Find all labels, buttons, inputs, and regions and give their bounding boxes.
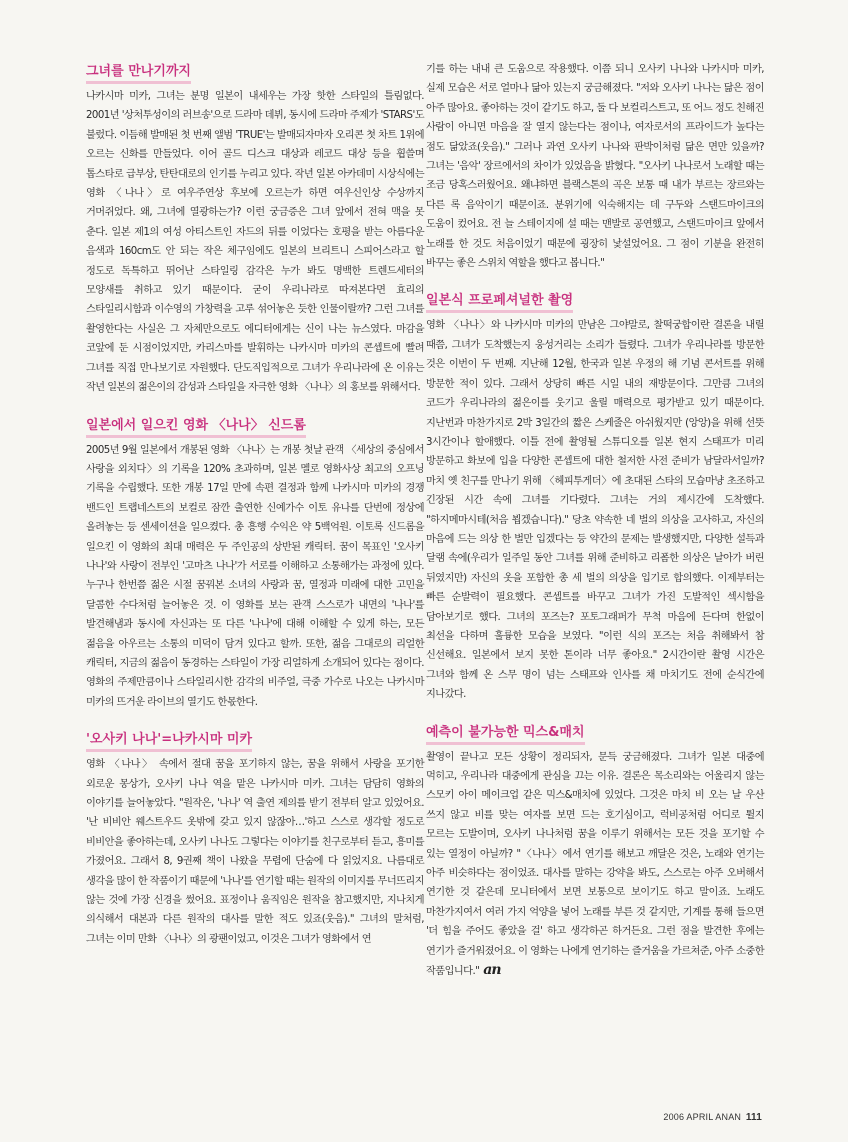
section-body-continued: 기를 하는 내내 큰 도움으로 작용했다. 이쯤 되니 오사키 나나와 나카시마 미카, 실제 모습은 서로 얼마나 닮아 있는지 궁금해졌다. "저와 오사키 나나는 닮은 점이 아주 많아요. 좋아하는 것이 같기도 하고, 둘 다 보컬리스트고, 또 어느 정도 친해진 사람이 아니면 마음을 잘 열지 않는다는 점이나, 여자로서의 프라이드가 높다는 점도 닮았죠(웃음)." 그러나 과연 오사키 나나와 판박이처럼 닮은 면만 있을까? 그녀는 '음악' 장르에서의 차이가 있었음을 밝혔다. "오사키 나나로서 노래할 때는 조금 당혹스러웠어요. 왜냐하면 블랙스톤의 곡은 보통 때 내가 부르는 장르와는 다른 록 음악이기 때문이죠. 분위기에 익숙해지는 데 구두와 스탠드마이크의 도움이 컸어요. 전 늘 스테이지에 설 때는 맨발로 공연했고, 스탠드마이크 앞에서 노래를 한 것도 처음이었기 때문에 굉장히 낯설었어요. 그 점이 기분을 완전히 바꾸는 좋은 스위치 역할을 했다고 봅니다." (426, 64, 764, 270)
section-heading-meeting: 그녀를 만나기까지 (86, 63, 191, 84)
page-footer (663, 1112, 762, 1123)
section-body-photoshoot: 영화 〈나나〉와 나카시마 미카의 만남은 그야말로, 찰떡궁합이란 결론을 내릴 때쯤, 그녀가 도착했는지 웅성거리는 소리가 들렸다. 그녀가 우리나라를 방문한 것은 이번이 두 번째. 지난해 12월, 한국과 일본 우정의 해 기념 콘서트를 위해 방문한 적이 있다. 그래서 상당히 빠른 시일 내의 재방문이다. 그만큼 그녀의 코드가 우리나라의 젊은이를 웃기고 울릴 매력으로 평가받고 있기 때문이다. 지난번과 마찬가지로 2박 3일간의 짧은 스케줄은 아쉬웠지만 (앙앙)을 위해 선뜻 3시간이나 할애했다. 이틀 전에 촬영될 스튜디오를 일본 현지 스태프가 미리 방문하고 화보에 입을 다양한 콘셉트에 대한 철저한 사전 준비가 남달라서일까? 마치 옛 친구를 만나기 위해 〈헤피투게더〉에 초대된 스타의 모습마냥 초조하고 긴장된 시간 속에 그녀를 기다렸다. 그녀는 거의 제시간에 도착했다. "하지메마시테(처음 뵙겠습니다)." 당초 약속한 네 벌의 의상을 고사하고, 자신의 마음에 드는 의상 한 벌만 입겠다는 등 약간의 문제는 발생했지만, 다양한 설득과 달램 속에(우리가 일주일 동안 그녀를 위해 준비하고 리폼한 의상은 날아가 버린 뒤였지만) 자신의 옷을 포함한 총 세 벌의 의상을 입기로 합의했다. 이제부터는 빠른 순발력이 필요했다. 콘셉트를 바꾸고 그녀가 가진 도발적인 섹시함을 담아보기로 했다. 그녀의 포즈는? 포토그래퍼가 무척 마음에 든다며 한없이 최선을 다하며 훌륭한 모습을 보였다. "이런 식의 포즈는 처음 취해봐서 참 신선해요. 일본에서 보지 못한 톤이라 너무 좋아요." 2시간이란 촬영 시간은 그녀와 함께 온 스무 명이 넘는 스태프와 인사를 채 마치기도 전에 순식간에 지나갔다. (426, 320, 764, 701)
an-signature-logo: an (483, 962, 501, 979)
issue-label: 2006 APRIL ANAN (663, 1112, 742, 1122)
section-heading-photoshoot: 일본식 프로페셔널한 촬영 (426, 292, 573, 313)
right-column (426, 60, 764, 981)
left-column (86, 60, 424, 949)
section-heading-mix-match: 예측이 불가능한 믹스&매치 (426, 724, 585, 745)
section-heading-syndrome: 일본에서 일으킨 영화 〈나나〉 신드롬 (86, 417, 306, 438)
section-heading-osaki-nana: '오사키 나나'=나카시마 미카 (86, 731, 252, 752)
section-body-mix-match-text: 촬영이 끝나고 모든 상황이 정리되자, 문득 궁금해졌다. 그녀가 일본 대중에 먹히고, 우리나라 대중에게 관심을 끄는 이유. 결론은 목소리와는 어울리지 않는 스모키 아이 메이크업 같은 믹스&매치에 있었다. 그것은 마치 비 오는 날 우산 쓰지 않고 비를 맞는 여자를 보면 드는 호기심이고, 럭비공처럼 어디로 튈지 모르는 도발이며, 오사키 나나처럼 꿈을 이루기 위해서는 모든 것을 포기할 수 있는 열정이 아닐까? "〈나나〉에서 연기를 해보고 깨달은 것은, 노래와 연기는 아주 비슷하다는 점이었죠. 대사를 말하는 강약을 봐도, 스스로는 아주 오버해서 연기한 것 같은데 모니터에서 보면 보통으로 보이기도 하고 말이죠. 노래도 마찬가지여서 여러 가지 억양을 넣어 노래를 부른 것 같지만, 기계를 통해 들으면 '더 힘을 주어도 좋았을 걸' 하고 생각하곤 하거든요. 그런 점을 발견한 후에는 연기가 즐거워졌어요. 이 영화는 나에게 연기하는 즐거움을 가르쳐준, 아주 소중한 작품입니다." (426, 751, 764, 978)
section-body-mix-match (426, 748, 764, 982)
page-number: 111 (745, 1112, 762, 1123)
section-body-meeting: 나카시마 미카, 그녀는 분명 일본이 내세우는 가장 핫한 스타일의 틀림없다. 2001년 '상처투성이의 러브송'으로 드라마 데뷔, 동시에 드라마 주제가 'STARS'도 불렀다. 이듬해 발매된 첫 번째 앨범 'TRUE'는 발매되자마자 오리콘 첫 차트 1위에 오르는 신화를 만들었다. 이어 골드 디스크 대상과 레코드 대상 등을 휩쓸며 톱스타로 급부상, 탄탄대로의 인기를 누리고 있다. 작년 일본 아카데미 시상식에는 영화 〈나나〉로 여우주연상 후보에 오르는가 하면 여우신인상 수상까지 거머쥐었다. 왜, 그녀에 열광하는가? 이런 궁금증은 그녀 앞에서 전혀 맥을 못 춘다. 일본 제1의 여성 아티스트인 자드의 뒤를 이었다는 호평을 받는 아름다운 음색과 160cm도 안 되는 작은 체구임에도 일본의 브리트니 스피어스라고 할 정도로 독특하고 뛰어난 스타일링 감각은 누가 봐도 명백한 트렌드세터의 모양새를 취하고 있기 때문이다. 굳이 우리나라로 따져본다면 효리의 스타일리시함과 이수영의 가창력을 고루 섞어놓은 듯한 인물이랄까? 그런 그녀를 촬영한다는 사실은 그 자체만으로도 에디터에게는 신이 나는 뉴스였다. 마감을 코앞에 둔 시점이었지만, 카리스마를 발휘하는 나카시마 미카의 콘셉트에 빨려 그녀를 직접 만나보기로 자원했다. 단도직입적으로 그녀가 우리나라에 온 이유는 작년 일본의 젊은이의 감성과 스타일을 자극한 영화 〈나나〉의 홍보를 위해서다. (86, 91, 424, 394)
section-body-syndrome: 2005년 9월 일본에서 개봉된 영화 〈나나〉는 개봉 첫날 관객 〈세상의 중심에서 사랑을 외치다〉의 기록을 120% 초과하며, 일본 멜로 영화사상 최고의 오프닝 기록을 수립했다. 또한 개봉 17일 만에 속편 결정과 함께 나카시마 미카의 경쟁 밴드인 트랩네스트의 보컬로 잠깐 출연한 신예가수 이토 유나를 단번에 정상에 올려놓는 등 센세이션을 일으켰다. 총 흥행 수익은 약 5백억원. 이토록 신드롬을 일으킨 이 영화의 최대 매력은 두 주인공의 상반된 캐릭터. 꿈이 목표인 '오사키 나나'와 사랑이 전부인 '고마츠 나나'가 서로를 이해하고 소통해가는 과정에 있다. 누구나 한번쯤 젊은 시절 꿈꿔본 소녀의 사랑과 꿈, 열정과 미래에 대한 고민을 달콤한 수다처럼 늘어놓은 것. 이 영화를 보는 관객 스스로가 내면의 '나나'를 발견해냄과 동시에 자신과는 또 다른 '나나'에 대해 이해할 수 있게 하는, 모든 젊음을 아우르는 소통의 미덕이 담겨 있다고 할까. 또한, 젊음 그대로의 리얼한 캐릭터, 지금의 젊음이 동경하는 스타일이 가장 리얼하게 소개되어 있다는 점이다. 영화의 주제만큼이나 스타일리시한 감각의 비주얼, 극중 가수로 나오는 나카시마 미카의 뜨거운 라이브의 열기도 한몫한다. (86, 444, 424, 708)
section-body-osaki-nana: 영화 〈나나〉 속에서 절대 꿈을 포기하지 않는, 꿈을 위해서 사랑을 포기한 외로운 몽상가, 오사키 나나 역을 맡은 나카시마 미카. 그녀는 담담히 영화의 이야기를 늘어놓았다. "원작은, '나나' 역 출연 제의를 받기 전부터 알고 있었어요. '난 비비안 웨스트우드 옷밖에 갖고 있지 않잖아…'하고 스스로 생각할 정도로 비비안을 좋아하는데, 오사키 나나도 그렇다는 이야기를 친구로부터 듣고, 흥미를 가졌어요. 그래서 8, 9권째 책이 나왔을 무렵에 단숨에 다 읽었지요. 나름대로 생각을 많이 한 작품이기 때문에 '나나'를 연기할 때는 원작의 이미지를 무너뜨리지 않는 것에 가장 신경을 썼어요. 표정이나 움직임은 원작을 참고했지만, 지나치게 의식해서 대본과 다른 원작의 대사를 말한 적도 있죠(웃음)." 그녀의 말처럼, 그녀는 이미 만화 〈나나〉의 광팬이었고, 이것은 그녀가 영화에서 연 (86, 759, 424, 945)
